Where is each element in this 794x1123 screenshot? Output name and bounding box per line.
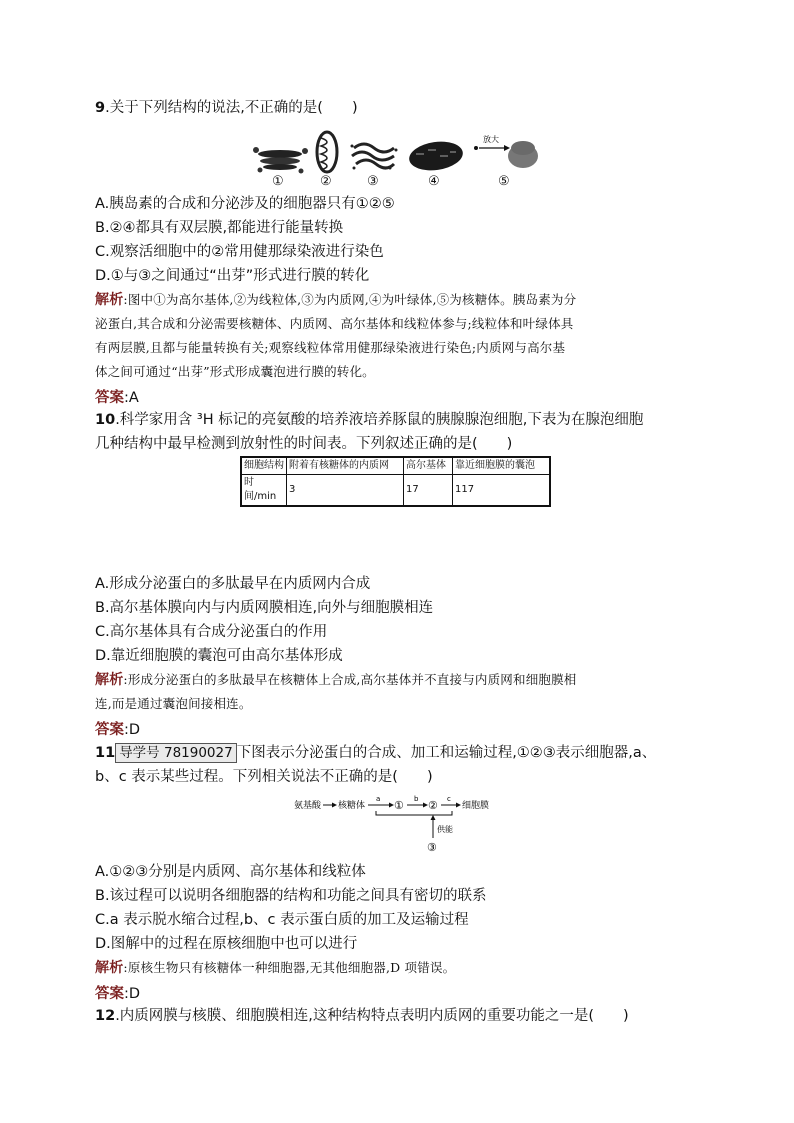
q9-option-a: A.胰岛素的合成和分泌涉及的细胞器只有①②⑤ [95,196,395,212]
q9-option-d: D.①与③之间通过“出芽”形式进行膜的转化 [95,268,370,284]
q10-explanation [95,668,705,716]
q9-option-b: B.②④都具有双层膜,都能进行能量转换 [95,220,344,236]
magnify-label: 放大 [483,135,499,144]
flow-n2: ② [428,799,438,812]
q11-option-d: D.图解中的过程在原核细胞中也可以进行 [95,936,358,952]
q11-flow-diagram [290,794,510,856]
q12-number: 12 [95,1008,116,1024]
flow-n1: ① [394,799,404,812]
q9-explain-tag: 解析 [95,292,124,308]
table-row [241,457,550,475]
figure-label-4: ④ [428,174,440,189]
flow-end: 细胞膜 [462,801,490,811]
table-cell: 靠近细胞膜的囊泡 [453,457,551,475]
q11-option-b: B.该过程可以说明各细胞器的结构和功能之间具有密切的联系 [95,888,487,904]
table-cell: 17 [404,475,453,507]
table-cell: 时间/min [241,475,287,507]
q11-stem-line1: 下图表示分泌蛋白的合成、加工和运输过程,①②③表示细胞器,a、 [236,745,657,761]
flow-energy: 供能 [437,825,453,834]
q10-option-b: B.高尔基体膜向内与内质网膜相连,向外与细胞膜相连 [95,600,434,616]
q9-number: 9 [95,100,106,116]
q10-table [240,456,551,507]
table-cell: 3 [287,475,404,507]
q9-explain-line: :图中①为高尔基体,②为线粒体,③为内质网,④为叶绿体,⑤为核糖体。胰岛素为分 [123,292,577,307]
q10-option-a: A.形成分泌蛋白的多肽最早在内质网内合成 [95,576,371,592]
q9-explain-line: 泌蛋白,其合成和分泌需要核糖体、内质网、高尔基体和线粒体参与;线粒体和叶绿体具 [95,316,574,331]
mitochondrion-icon [317,132,337,172]
q9-stem [95,98,358,118]
table-cell: 附着有核糖体的内质网 [287,457,404,475]
q11-explanation [95,956,705,980]
q10-option-c: C.高尔基体具有合成分泌蛋白的作用 [95,624,328,640]
figure-label-3: ③ [367,174,379,189]
flow-a: a [376,795,381,803]
figure-label-1: ① [272,174,284,189]
q11-answer-tag: 答案 [95,986,124,1002]
flow-start: 氨基酸 [294,801,322,811]
q11-explain-line: :原核生物只有核糖体一种细胞器,无其他细胞器,D 项错误。 [123,960,456,975]
q12-stem-text: .内质网膜与核膜、细胞膜相连,这种结构特点表明内质网的重要功能之一是( ) [115,1008,629,1024]
chloroplast-icon [407,138,464,173]
q11-option-a: A.①②③分别是内质网、高尔基体和线粒体 [95,864,366,880]
q10-stem [95,410,643,430]
table-cell: 117 [453,475,551,507]
q11-option-c: C.a 表示脱水缩合过程,b、c 表示蛋白质的加工及运输过程 [95,912,469,928]
flow-c: c [447,795,451,803]
flow-bracket [376,811,452,815]
q9-explanation [95,288,705,384]
q11-answer [95,982,140,1003]
figure-label-5: ⑤ [498,174,510,189]
q9-explain-line: 有两层膜,且都与能量转换有关;观察线粒体常用健那绿染液进行染色;内质网与高尔基 [95,340,566,355]
endoplasmic-reticulum-icon [351,144,398,170]
q10-answer-value: :D [124,722,141,738]
q10-number: 10 [95,412,116,428]
q10-explain-line: 连,而是通过囊泡间接相连。 [95,696,252,711]
golgi-icon [253,147,308,174]
q12-stem [95,1006,629,1026]
table-row [241,475,550,507]
table-cell: 细胞结构 [241,457,287,475]
flow-n3: ③ [427,841,437,854]
figure-label-2: ② [320,174,332,189]
q11-stem-line2: b、c 表示某些过程。下列相关说法不正确的是( ) [95,769,433,785]
q10-stem-line2: 几种结构中最早检测到放射性的时间表。下列叙述正确的是( ) [95,436,513,452]
guide-number-badge[interactable]: 导学号 78190027 [115,743,237,763]
ribosome-icon [474,141,538,168]
q9-option-c: C.观察活细胞中的②常用健那绿染液进行染色 [95,244,384,260]
q9-stem-text: .关于下列结构的说法,不正确的是( ) [105,100,358,116]
q10-option-d: D.靠近细胞膜的囊泡可由高尔基体形成 [95,648,343,664]
flow-ribosome: 核糖体 [338,801,366,811]
q9-explain-line: 体之间可通过“出芽”形式形成囊泡进行膜的转化。 [95,364,375,379]
table-cell: 高尔基体 [404,457,453,475]
q9-answer [95,386,139,407]
q9-answer-value: :A [124,390,139,406]
q11-explain-tag: 解析 [95,960,124,976]
q11-stem [95,743,656,763]
q11-number: 11 [95,745,116,761]
q9-answer-tag: 答案 [95,390,124,406]
q10-answer-tag: 答案 [95,722,124,738]
q11-answer-value: :D [124,986,141,1002]
q10-explain-tag: 解析 [95,672,124,688]
q10-stem-line1: .科学家用含 ³H 标记的亮氨酸的培养液培养豚鼠的胰腺腺泡细胞,下表为在腺泡细胞 [115,412,644,428]
flow-b: b [414,795,419,803]
q10-answer [95,718,140,739]
q10-explain-line: :形成分泌蛋白的多肽最早在核糖体上合成,高尔基体并不直接与内质网和细胞膜相 [123,672,577,687]
